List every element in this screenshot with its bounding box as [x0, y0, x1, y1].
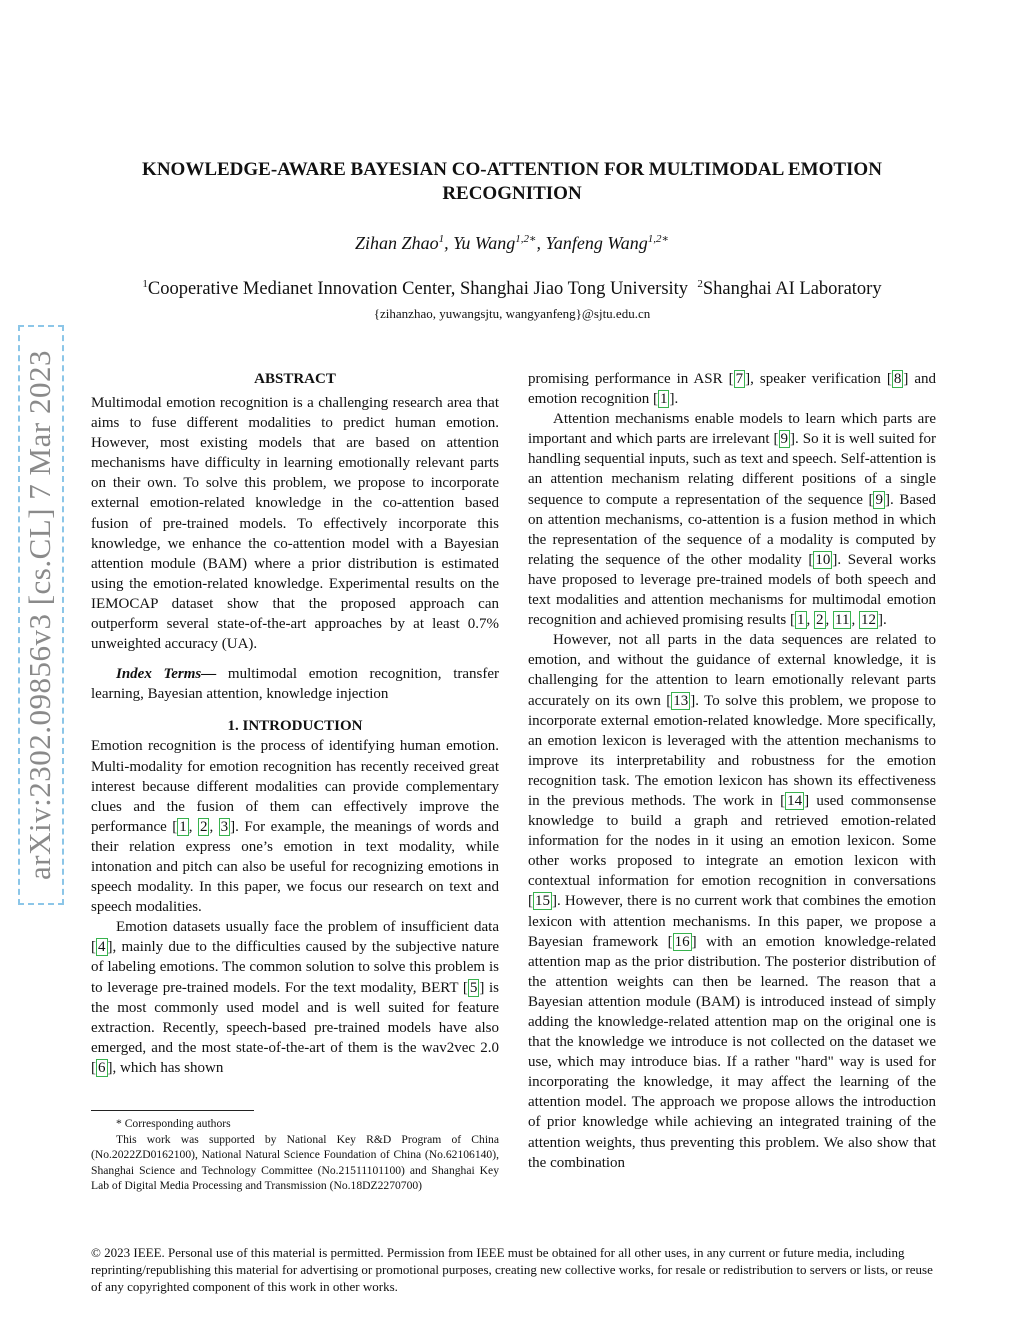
- citation-link[interactable]: 13: [673, 692, 689, 709]
- text-run: ], mainly due to the difficulties caused by the subjective nature of labeling emotions. The common solution to solve this problem is to leverage pre-trained models. For the text modality, BERT [: [91, 939, 499, 996]
- citation-link[interactable]: 14: [787, 792, 803, 809]
- index-terms-text: multimodal emotion recognition, transfer learning, Bayesian attention, knowledge injection: [91, 666, 499, 703]
- index-terms: [91, 664, 499, 704]
- text-run: ]. For example, the meanings of words and their relation express one’s emotion in text modality, while intonation and pitch can also be useful for recognizing emotions in speech modality. In this paper, we focus our research on text and speech modalities.: [91, 818, 500, 916]
- author-affil-mark: 1: [438, 233, 445, 245]
- footnote-corresponding: * Corresponding authors: [116, 1117, 231, 1130]
- citation-link[interactable]: 2: [199, 818, 208, 835]
- citation-link[interactable]: 7: [735, 371, 744, 387]
- affiliation-name: Cooperative Medianet Innovation Center, Shanghai Jiao Tong University: [147, 279, 689, 300]
- text-run: Emotion recognition is the process of identifying human emotion. Multi-modality for emotion recognition has recently received great interest because different modalities can provide complementary clues and the fusion of them can effectively improve the performance [: [91, 738, 499, 835]
- author-affil-mark: 1,2∗: [515, 233, 537, 245]
- intro-paragraph-2: [91, 917, 499, 1078]
- footnotes: [91, 1116, 499, 1194]
- text-run: ]. However, there is no current work that combines the emotion lexicon with attention mechanisms. In this paper, we propose a Bayesian framework [: [528, 893, 936, 950]
- citation-link[interactable]: 9: [780, 431, 788, 448]
- citation-link[interactable]: 8: [893, 371, 902, 387]
- introduction-heading: 1. INTRODUCTION: [227, 718, 363, 735]
- affiliation-name: Shanghai AI Laboratory: [702, 279, 882, 300]
- text-run: ].: [669, 391, 679, 408]
- text-run: However, not all parts in the data sequences are related to emotion, and without the guidance of external knowledge, it is challenging for the attention to learn emotionally relevant parts accurately on its own [: [528, 632, 936, 709]
- text-run: ] and emotion recognition [: [528, 371, 936, 408]
- abstract-text: Multimodal emotion recognition is a challenging research area that aims to fuse different modalities to predict human emotion. However, most existing models that are based on attention mechanisms have difficulty in learning emotionally relevant parts on their own. To solve this problem, we propose to incorporate external emotion-related knowledge in the co-attention based fusion of pre-trained models. To effectively incorporate this knowledge, we enhance the co-attention model with a Bayesian attention module (BAM) where a prior distribution is estimated using the emotion-related knowledge. Experimental results on the IEMOCAP dataset show that the proposed approach can outperform several state-of-the-art approaches by at least 0.7% unweighted accuracy (UA).: [91, 395, 499, 653]
- text-run: ]. Based on attention mechanisms, co-attention is a fusion method in which the representation of the sequence of a modality is computed by relating the sequence of the other modality [: [528, 491, 936, 568]
- citation-link[interactable]: 5: [469, 979, 478, 996]
- intro-paragraph-1: Emotion recognition is the process of identifying human emotion. Multi-modality for emotion recognition has recently received great interest because different modalities can provide complementary clues and the fusion of them can effectively improve the performance [ 1 , 2 , 3 ]. For example, the meanings of words and their relation express one’s emotion in text modality, while intonation and pitch can also be useful for recognizing emotions in speech modality. In this paper, we focus our research on text and speech modalities.: [91, 738, 500, 916]
- index-terms-label: Index Terms—: [116, 666, 217, 683]
- author-affil-mark: 1,2∗: [647, 233, 669, 245]
- text-run: ].: [877, 612, 887, 629]
- text-run: Emotion datasets usually face the problem of insufficient data [: [91, 919, 499, 956]
- abstract-heading: ABSTRACT: [254, 371, 336, 387]
- author-name: Zihan Zhao: [355, 233, 439, 253]
- text-run: Attention mechanisms enable models to learn which parts are important and which parts are irrelevant [: [528, 411, 936, 448]
- citation-link[interactable]: 16: [674, 933, 690, 950]
- text-run: ] used commonsense knowledge to build a graph and retrieved emotion-related information for the nodes in it using an emotion lexicon. Some other works proposed to integrate an emotion lexicon with contextual information for emotion recognition in conversations [: [528, 792, 936, 910]
- left-column: [91, 369, 499, 1078]
- text-run: ], which has shown: [107, 1059, 224, 1076]
- citation-link[interactable]: 1: [179, 818, 187, 835]
- text-run: ]. Several works have proposed to leverage pre-trained models of both speech and text modalities and attention mechanisms for multimodal emotion recognition and achieved promising results [: [528, 551, 936, 629]
- citation-link[interactable]: 4: [98, 939, 106, 956]
- affil-mark: 1: [142, 278, 148, 290]
- author-list: Zihan Zhao$^1$, Yu Wang$^{1,2∗}$, Yanfeng Wang$^{1,2∗}$: [355, 233, 669, 253]
- copyright-notice: © 2023 IEEE. Personal use of this material is permitted. Permission from IEEE must be obtained for all other uses, in any current or future media, including reprinting/republishing this material for advertising or promotional purposes, creating new collective works, for resale or redistribution to servers or lists, or reuse of any copyrighted component of this work in other works.: [91, 1245, 933, 1294]
- footnote-funding: This work was supported by National Key R&D Program of China (No.2022ZD0162100), National Natural Science Foundation of China (No.62106140), Shanghai Science and Technology Committee (No.21511101100) and Shanghai Key Lab of Digital Media Processing and Transmission (No.18DZ2270700): [91, 1132, 499, 1193]
- author-emails: {zihanzhao, yuwangsjtu, wangyanfeng}@sjtu.edu.cn: [373, 306, 651, 321]
- citation-link[interactable]: 9: [875, 491, 883, 508]
- citation-link[interactable]: 15: [535, 893, 550, 910]
- citation-link[interactable]: 12: [860, 612, 876, 629]
- author-name: Yu Wang: [453, 233, 516, 253]
- text-run: ] with an emotion knowledge-related attention map as the prior distribution. The posterior distribution of the attention weights can then be learned. The reason that a Bayesian attention module (BAM) is introduced instead of simply adding the knowledge-related attention map on the original one is that the knowledge we introduce is not collected on the dataset we use, which may introduce bias. If a rather "hard" way is used for incorporating the knowledge, it may affect the learning of the attention model. The approach we propose allows the introduction of prior knowledge while achieving an integrated training of the attention weights, thus preventing this problem. We also show that the combination: [528, 933, 936, 1171]
- text-run: ]. To solve this problem, we propose to incorporate external emotion-related knowledge. More specifically, an emotion lexicon is leveraged with the attention mechanisms to improve its interpretability and robustness for the emotion recognition task. The emotion lexicon has shown its effectiveness in the previous methods. The work in [: [528, 692, 936, 809]
- author-name: Yanfeng Wang: [545, 233, 648, 253]
- intro-paragraph-4: Attention mechanisms enable models to learn which parts are important and which parts are irrelevant [ 9 ]. So it is well suited for handling sequential inputs, such as text and speech. Self-attention is an attention mechanism relating different positions of a single sequence to compute a representation of the sequence [ 9 ]. Based on attention mechanisms, co-attention is a fusion method in which the representation of the sequence of a modality is computed by relating the sequence of the other modality [ 10 ]. Several works have proposed to leverage pre-trained models of both speech and text modalities and attention mechanisms for multimodal emotion recognition and achieved promising results [ 1 , 2 , 11 , 12 ].: [528, 411, 936, 629]
- affil-mark: 2: [697, 278, 703, 290]
- citation-link[interactable]: 1: [659, 391, 668, 408]
- footnote-divider: [91, 1110, 254, 1111]
- arxiv-identifier[interactable]: arXiv:2302.09856v3 [cs.CL] 7 Mar 2023: [22, 350, 57, 880]
- intro-paragraph-3: [528, 369, 936, 409]
- citation-link[interactable]: 3: [220, 818, 229, 835]
- paper-title: KNOWLEDGE-AWARE BAYESIAN CO-ATTENTION FOR MULTIMODAL EMOTION RECOGNITION: [142, 159, 882, 204]
- text-run: promising performance in ASR [: [528, 371, 734, 387]
- intro-paragraph-5: [528, 630, 936, 1173]
- citation-link[interactable]: 6: [98, 1059, 106, 1076]
- citation-link[interactable]: 2: [816, 612, 824, 629]
- text-run: ], speaker verification [: [745, 371, 892, 387]
- citation-link[interactable]: 1: [797, 612, 805, 629]
- citation-link[interactable]: 10: [815, 551, 831, 568]
- right-column: [528, 369, 936, 1173]
- affiliations: [80, 278, 944, 300]
- text-run: ] is the most commonly used model and is well suited for feature extraction. Recently, speech-based pre-trained models have also emerged, and the most state-of-the-art of them is the wav2vec 2.0 [: [91, 979, 499, 1076]
- text-run: ]. So it is well suited for handling sequential inputs, such as text and speech. Self-attention is an attention mechanism relating different positions of a single sequence to compute a representation of the sequence [: [528, 431, 936, 508]
- citation-link[interactable]: 11: [835, 612, 850, 629]
